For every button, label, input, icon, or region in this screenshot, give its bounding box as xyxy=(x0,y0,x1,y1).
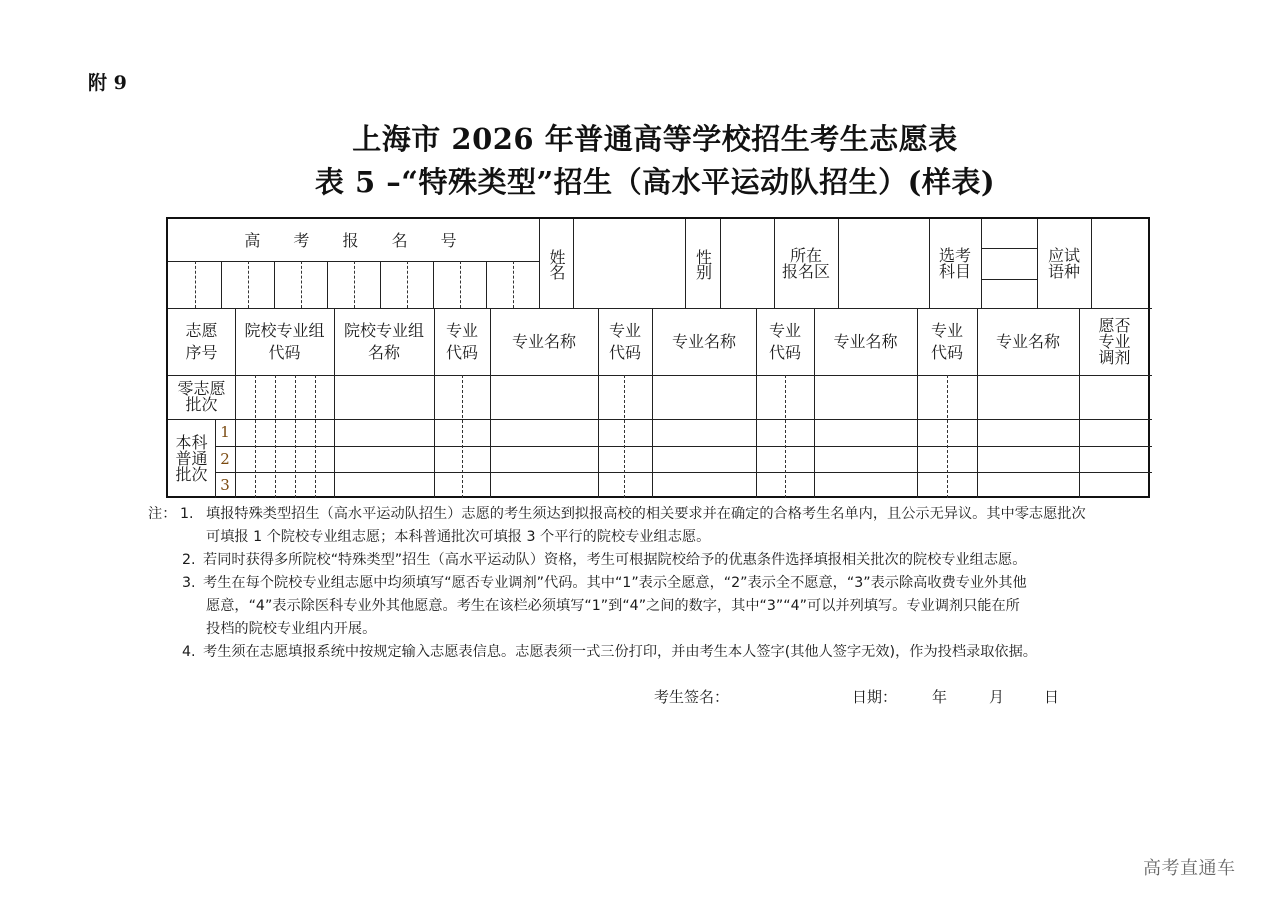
col-header-group-name: 院校专业组 名称 xyxy=(343,320,424,362)
row-number-1: 1 xyxy=(220,423,230,441)
exam-digit-separator xyxy=(486,261,487,308)
notes-prefix: 注： xyxy=(148,506,177,522)
gender-field[interactable] xyxy=(720,219,774,308)
row-number-2: 2 xyxy=(220,449,230,468)
language-label: 应试 语种 xyxy=(1047,245,1080,281)
note-4-number: 4. xyxy=(182,644,196,660)
exam-digit-separator xyxy=(274,261,275,308)
note-1-line-1: 填报特殊类型招生（高水平运动队招生）志愿的考生须达到拟报高校的相关要求并在确定的合格考生名单内，且公示无异议。其中零志愿批次 xyxy=(206,506,1086,522)
exam-digit-separator xyxy=(221,261,222,308)
date-label: 日期： xyxy=(852,688,898,706)
note-2-number: 2. xyxy=(182,552,196,568)
note-4-line-1: 考生须在志愿填报系统中按规定输入志愿表信息。志愿表须一式三份打印，并由考生本人签字(其他人签字无效)，作为投档录取依据。 xyxy=(203,644,1037,660)
row-label-zero-batch: 零志愿 批次 xyxy=(177,379,226,414)
exam-digit-separator xyxy=(407,261,408,308)
note-3-line-1: 考生在每个院校专业组志愿中均须填写“愿否专业调剂”代码。其中“1”表示全愿意，“2”表示全不愿意，“3”表示除高收费专业外其他 xyxy=(203,575,1027,591)
form-title: 上海市 2026 年普通高等学校招生考生志愿表 xyxy=(352,122,958,156)
undergrad-row-3[interactable] xyxy=(235,472,1150,498)
name-field[interactable] xyxy=(573,219,685,308)
col-header-seq: 志愿 序号 xyxy=(185,320,218,362)
note-3-line-2: 愿意，“4”表示除医科专业外其他愿意。考生在该栏必须填写“1”到“4”之间的数字，其中“3”“4”可以并列填写。专业调剂只能在所 xyxy=(206,598,1020,614)
date-day: 日 xyxy=(1044,688,1060,706)
date-year: 年 xyxy=(932,688,948,706)
subject-field-3[interactable] xyxy=(981,279,1037,308)
form-subtitle: 表 5 –“特殊类型”招生（高水平运动队招生）(样表) xyxy=(314,165,996,199)
watermark: 高考直通车 xyxy=(1143,858,1236,879)
exam-digit-separator xyxy=(248,261,249,308)
exam-number-label: 高 考 报 名 号 xyxy=(244,230,471,250)
col-header-major-code-1: 专业 代码 xyxy=(445,320,478,362)
date-month: 月 xyxy=(989,688,1005,706)
district-field[interactable] xyxy=(838,219,929,308)
note-1-number: 1. xyxy=(180,506,194,522)
exam-digit-separator xyxy=(380,261,381,308)
col-header-major-name-1: 专业名称 xyxy=(511,332,576,351)
signature-label: 考生签名： xyxy=(654,688,730,706)
col-header-major-code-3: 专业 代码 xyxy=(768,320,801,362)
exam-digit-separator xyxy=(513,261,514,308)
signature-field[interactable] xyxy=(735,680,835,706)
undergrad-row-2[interactable] xyxy=(235,446,1150,472)
row-label-undergrad-batch: 本科 普通 批次 xyxy=(175,432,208,484)
exam-digit-separator xyxy=(301,261,302,308)
col-header-major-name-3: 专业名称 xyxy=(833,332,898,351)
application-form-table xyxy=(166,217,1150,498)
col-header-group-code: 院校专业组 代码 xyxy=(244,320,325,362)
col-header-major-code-4: 专业 代码 xyxy=(930,320,963,362)
col-header-adjust: 愿否 专业 调剂 xyxy=(1098,315,1131,367)
appendix-label: 附 9 xyxy=(88,72,127,94)
subject-field-1[interactable] xyxy=(981,219,1037,248)
note-1-line-2: 可填报 1 个院校专业组志愿；本科普通批次可填报 3 个平行的院校专业组志愿。 xyxy=(206,529,711,545)
language-field[interactable] xyxy=(1091,219,1150,308)
subject-field-2[interactable] xyxy=(981,248,1037,279)
note-3-number: 3. xyxy=(182,575,196,591)
district-label: 所在 报名区 xyxy=(781,245,830,281)
note-3-line-3: 投档的院校专业组内开展。 xyxy=(206,621,377,637)
zero-batch-row[interactable] xyxy=(235,375,1150,419)
undergrad-row-1[interactable] xyxy=(235,419,1150,446)
exam-digit-separator xyxy=(460,261,461,308)
exam-digit-separator xyxy=(195,261,196,308)
name-label: 姓名 xyxy=(547,248,566,279)
gender-label: 性别 xyxy=(693,248,713,279)
col-header-major-name-4: 专业名称 xyxy=(995,332,1060,351)
exam-digit-separator xyxy=(433,261,434,308)
exam-digit-separator xyxy=(354,261,355,308)
row-number-3: 3 xyxy=(220,475,230,494)
col-header-major-name-2: 专业名称 xyxy=(671,332,736,351)
col-header-major-code-2: 专业 代码 xyxy=(608,320,641,362)
subjects-label: 选考 科目 xyxy=(938,245,971,281)
exam-digit-separator xyxy=(327,261,328,308)
exam-number-field[interactable] xyxy=(168,261,539,308)
note-2-line-1: 若同时获得多所院校“特殊类型”招生（高水平运动队）资格，考生可根据院校给予的优惠条件选择填报相关批次的院校专业组志愿。 xyxy=(203,552,1027,568)
